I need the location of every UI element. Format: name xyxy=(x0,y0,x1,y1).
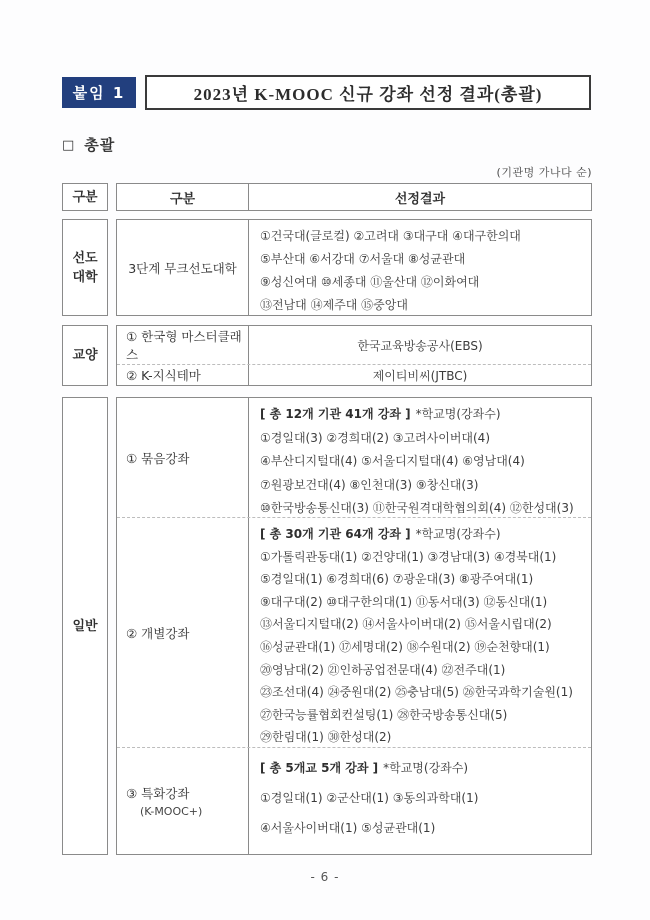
group-label-leading-univ xyxy=(62,219,108,316)
result-line: ⑤부산대 ⑥서강대 ⑦서울대 ⑧성균관대 xyxy=(260,252,466,266)
table-header-group-col xyxy=(62,183,108,211)
result-cell xyxy=(249,220,591,315)
group-label-general xyxy=(62,397,108,855)
category-label: ③ 특화강좌 xyxy=(126,786,190,801)
group-label-line: 대학 xyxy=(72,269,98,285)
result-cell xyxy=(249,365,591,385)
category-cell xyxy=(117,220,249,315)
result-line: ④부산디지털대(4) ⑤서울디지털대(4) ⑥영남대(4) xyxy=(260,454,525,469)
category-sublabel: (K-MOOC+) xyxy=(140,805,203,818)
table-row xyxy=(117,220,591,315)
result-value: 한국교육방송공사(EBS) xyxy=(357,338,483,353)
result-line: ④서울사이버대(1) ⑤성균관대(1) xyxy=(260,821,436,835)
result-summary-line xyxy=(260,523,587,546)
group-body-general xyxy=(116,397,592,855)
result-line: ⑳영남대(2) ㉑인하공업전문대(4) ㉒전주대(1) xyxy=(260,662,506,677)
category-cell xyxy=(117,518,249,747)
result-value: 제이티비씨(JTBC) xyxy=(372,368,468,383)
category-cell xyxy=(117,398,249,517)
result-cell xyxy=(249,326,591,364)
group-body-liberal-arts xyxy=(116,325,592,386)
result-line: ⑬전남대 ⑭제주대 ⑮중앙대 xyxy=(260,298,408,312)
result-summary-note: *학교명(강좌수) xyxy=(383,761,469,775)
header-result-cell xyxy=(249,184,591,210)
page-number: - 6 - xyxy=(310,870,340,884)
result-line: ㉗한국능률협회컨설팅(1) ㉘한국방송통신대(5) xyxy=(260,707,508,722)
group-label-liberal-arts xyxy=(62,325,108,386)
category-label: ② 개별강좌 xyxy=(126,625,190,641)
square-bullet-icon: □ xyxy=(62,138,76,153)
result-line: ①가톨릭관동대(1) ②건양대(1) ③경남대(3) ④경북대(1) xyxy=(260,549,557,564)
section-heading-label: 총괄 xyxy=(84,136,116,154)
category-cell xyxy=(117,326,249,364)
header-group-label: 구분 xyxy=(72,189,98,205)
result-line: ⑯성균관대(1) ⑰세명대(2) ⑱수원대(2) ⑲순천향대(1) xyxy=(260,639,550,654)
result-summary-note: *학교명(강좌수) xyxy=(415,527,501,541)
category-label: ① 묶음강좌 xyxy=(126,450,190,466)
result-summary: [ 총 5개교 5개 강좌 ] xyxy=(260,761,379,775)
result-cell xyxy=(249,748,591,854)
header-result-label: 선정결과 xyxy=(394,191,446,207)
result-line: ㉓조선대(4) ㉔중원대(2) ㉕충남대(5) ㉖한국과학기술원(1) xyxy=(260,685,573,700)
table-header-main xyxy=(116,183,592,211)
document-title-box xyxy=(145,75,591,110)
result-line: ⑦원광보건대(4) ⑧인천대(3) ⑨창신대(3) xyxy=(260,477,479,492)
result-line: ⑬서울디지털대(2) ⑭서울사이버대(2) ⑮서울시립대(2) xyxy=(260,617,552,632)
result-line: ⑨대구대(2) ⑩대구한의대(1) ⑪동서대(3) ⑫동신대(1) xyxy=(260,594,548,609)
result-cell xyxy=(249,398,591,517)
category-cell xyxy=(117,748,249,854)
result-line: ①경일대(1) ②군산대(1) ③동의과학대(1) xyxy=(260,791,479,805)
result-line: ㉙한림대(1) ㉚한성대(2) xyxy=(260,730,392,745)
result-summary-line xyxy=(260,403,587,427)
page-title: 2023년 K-MOOC 신규 강좌 선정 결과(총괄) xyxy=(193,85,543,104)
result-cell xyxy=(249,518,591,747)
table-header-row xyxy=(117,184,591,210)
result-line: ①경일대(3) ②경희대(2) ③고려사이버대(4) xyxy=(260,430,491,445)
result-summary-note: *학교명(강좌수) xyxy=(415,407,501,421)
result-summary: [ 총 30개 기관 64개 강좌 ] xyxy=(260,527,411,541)
header-category-cell xyxy=(117,184,249,210)
table-row xyxy=(117,364,591,385)
attachment-tag xyxy=(62,77,136,108)
result-summary-line xyxy=(260,753,587,783)
table-row xyxy=(117,326,591,364)
group-label-line: 교양 xyxy=(72,348,98,363)
result-summary: [ 총 12개 기관 41개 강좌 ] xyxy=(260,407,411,421)
result-line: ⑤경일대(1) ⑥경희대(6) ⑦광운대(3) ⑧광주여대(1) xyxy=(260,572,534,587)
category-cell xyxy=(117,365,249,385)
group-body-leading-univ xyxy=(116,219,592,316)
result-line: ⑨성신여대 ⑩세종대 ⑪울산대 ⑫이화여대 xyxy=(260,275,480,289)
category-label: ② K-지식테마 xyxy=(126,368,201,383)
table-row-bundle-courses xyxy=(117,398,591,517)
group-label-line: 선도 xyxy=(72,250,98,266)
section-heading xyxy=(62,134,115,155)
sort-order-note: (기관명 가나다 순) xyxy=(496,166,592,179)
group-label-line: 일반 xyxy=(72,618,98,634)
result-line: ①건국대(글로컬) ②고려대 ③대구대 ④대구한의대 xyxy=(260,229,521,243)
attachment-tag-label: 붙임 1 xyxy=(72,84,126,102)
category-label: ① 한국형 마스터클래스 xyxy=(126,329,242,362)
table-row-individual-courses xyxy=(117,517,591,747)
category-label: 3단계 무크선도대학 xyxy=(128,260,237,276)
header-category-label: 구분 xyxy=(169,191,196,207)
result-line: ⑩한국방송통신대(3) ⑪한국원격대학협의회(4) ⑫한성대(3) xyxy=(260,501,574,516)
table-row-special-courses xyxy=(117,747,591,854)
